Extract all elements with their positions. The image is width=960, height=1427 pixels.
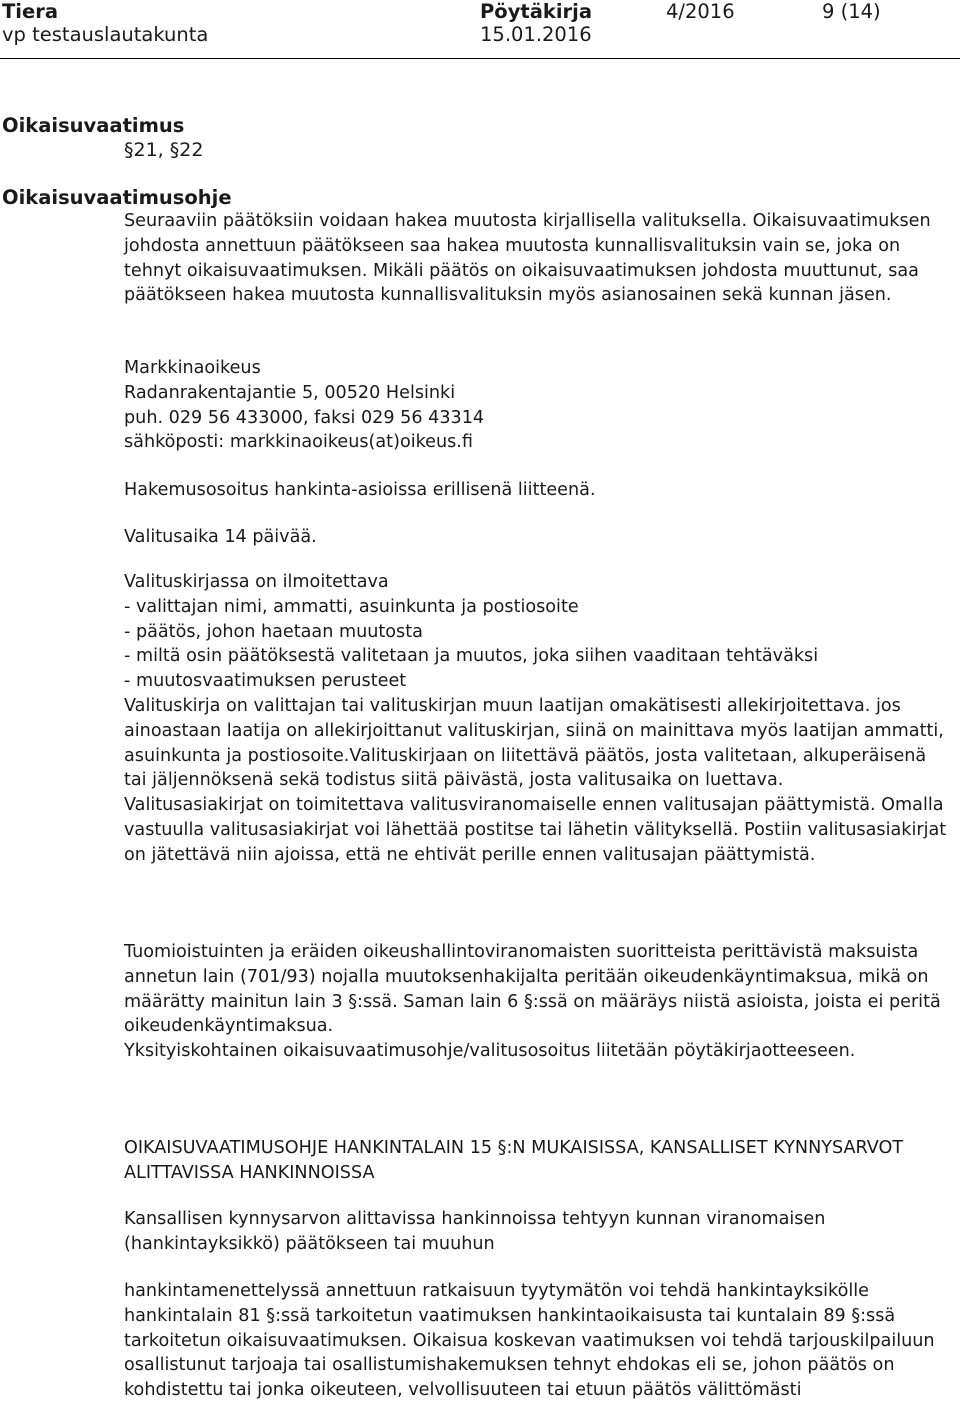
instructions-title: Oikaisuvaatimusohje bbox=[2, 186, 232, 209]
court-name: Markkinaoikeus bbox=[124, 358, 261, 378]
appeal-letter-requirements bbox=[124, 570, 954, 868]
court-phone: puh. 029 56 433000, faksi 029 56 43314 bbox=[124, 407, 485, 428]
appeal-time: Valitusaika 14 päivää. bbox=[124, 527, 317, 547]
fees-paragraph: Tuomioistuinten ja eräiden oikeushallintoviranomaisten suoritteista perittävistä maksuista annetun lain (701/93) nojalla muutoksenhakijalta peritään oikeudenkäyntimaksua, mikä on määrätty mainitun lain 3 §:ssä. Saman lain 6 §:ssä on määräys niistä asioista, joista ei peritä oikeudenkäyntimaksua. bbox=[124, 942, 941, 1037]
header-doc-number: 4/2016 bbox=[666, 0, 735, 23]
header-date: 15.01.2016 bbox=[480, 23, 592, 46]
fees-block bbox=[124, 940, 954, 1064]
header-org: Tiera bbox=[2, 0, 58, 23]
attachment-paragraph: Yksityiskohtainen oikaisuvaatimusohje/valitusosoitus liitetään pöytäkirjaotteeseen. bbox=[124, 1041, 856, 1062]
intro-paragraph: Seuraaviin päätöksiin voidaan hakea muutosta kirjallisella valituksella. Oikaisuvaatimuksen johdosta annettuun päätökseen saa hakea muutosta kunnallisvalituksin vain se, joka on tehnyt oikaisuvaatimuksen. Mikäli päätös on oikaisuvaatimuksen johdosta muuttunut, saa päätökseen hakea muutosta kunnallisvalituksin myös asianosainen sekä kunnan jäsen. bbox=[124, 211, 931, 306]
appeal-paragraphs: §21, §22 bbox=[124, 139, 204, 161]
procurement-paragraph-1: Kansallisen kynnysarvon alittavissa hankinnoissa tehtyyn kunnan viranomaisen (hankintayksikkö) päätökseen tai muuhun bbox=[124, 1209, 826, 1254]
list-item: - muutosvaatimuksen perusteet bbox=[124, 671, 407, 692]
header-page: 9 (14) bbox=[822, 0, 881, 23]
procurement-heading: OIKAISUVAATIMUSOHJE HANKINTALAIN 15 §:N MUKAISISSA, KANSALLISET KYNNYSARVOT ALITTAVISSA HANKINNOISSA bbox=[124, 1138, 904, 1183]
application-note: Hakemusosoitus hankinta-asioissa erillisenä liitteenä. bbox=[124, 480, 596, 500]
header-doc-type: Pöytäkirja bbox=[480, 0, 592, 23]
court-email: sähköposti: markkinaoikeus(at)oikeus.fi bbox=[124, 432, 473, 453]
court-contact bbox=[124, 356, 954, 455]
signing-paragraph: Valituskirja on valittajan tai valituskirjan muun laatijan omakätisesti allekirjoitettava. jos ainoastaan laatija on allekirjoittanut valituskirjan, siinä on mainittava myös laatijan ammatti, asuinkunta ja postiosoite.Valituskirjaan on liitettävä päätös, josta valitetaan, alkuperäisenä tai jäljennöksenä sekä todistus siitä päivästä, josta valitusaika on luettava. bbox=[124, 695, 944, 791]
court-address: Radanrakentajantie 5, 00520 Helsinki bbox=[124, 382, 456, 403]
header-body: vp testauslautakunta bbox=[2, 23, 209, 46]
procurement-paragraph-2: hankintamenettelyssä annettuun ratkaisuun tyytymätön voi tehdä hankintayksikölle hankintalain 81 §:ssä tarkoitetun vaatimuksen hankintaoikaisusta tai kuntalain 89 §:ssä tarkoitetun oikaisuvaatimuksen. Oikaisua koskevan vaatimuksen voi tehdä tarjouskilpailuun osallistunut tarjoaja tai osallistumishakemuksen tehnyt ehdokas eli se, johon päätös on kohdistettu tai jonka oikeuteen, velvollisuuteen tai etuun päätös välittömästi bbox=[124, 1281, 935, 1401]
list-item: - päätös, johon haetaan muutosta bbox=[124, 621, 423, 642]
appeal-title: Oikaisuvaatimus bbox=[2, 114, 185, 137]
header-divider bbox=[0, 58, 960, 59]
letter-heading: Valituskirjassa on ilmoitettava bbox=[124, 572, 389, 592]
delivery-paragraph: Valitusasiakirjat on toimitettava valitusviranomaiselle ennen valitusajan päättymistä. Omalla vastuulla valitusasiakirjat voi lähettää postitse tai lähetin välityksellä. Postiin valitusasiakirjat on jätettävä niin ajoissa, että ne ehtivät perille ennen valitusajan päättymistä. bbox=[124, 795, 947, 865]
list-item: - valittajan nimi, ammatti, asuinkunta ja postiosoite bbox=[124, 596, 579, 617]
list-item: - miltä osin päätöksestä valitetaan ja muutos, joka siihen vaaditaan tehtäväksi bbox=[124, 646, 819, 667]
